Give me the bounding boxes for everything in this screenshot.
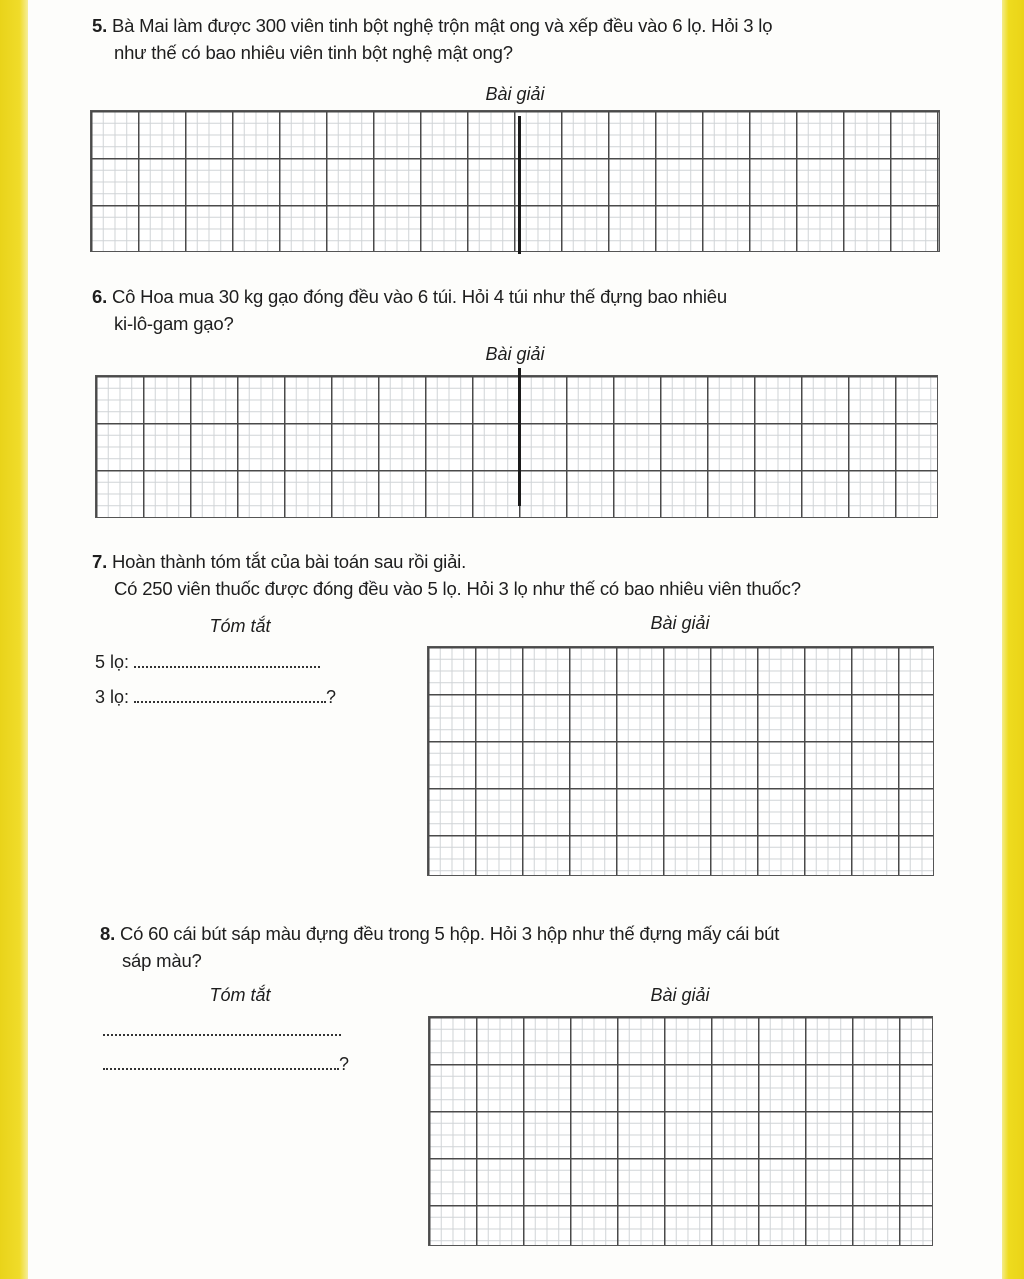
problem-7-summary-heading: Tóm tắt [209, 616, 271, 636]
problem-5-number: 5. [92, 15, 108, 36]
problem-8-summary-line-2[interactable] [103, 1054, 349, 1075]
problem-8-text [100, 920, 950, 974]
problem-8-number: 8. [100, 923, 116, 944]
fill-in-dots[interactable] [103, 1020, 341, 1036]
problem-7-answer-grid[interactable] [427, 646, 934, 876]
problem-6-number: 6. [92, 286, 108, 307]
problem-8-summary-line-1[interactable] [103, 1020, 341, 1041]
fill-in-dots[interactable] [134, 652, 320, 668]
problem-8-summary-heading: Tóm tắt [209, 985, 271, 1005]
problem-6-line2: ki-lô-gam gạo? [114, 313, 234, 334]
fill-in-dots[interactable] [134, 687, 326, 703]
problem-7-summary-line-1[interactable] [95, 652, 320, 673]
problem-7-summary-line-2[interactable] [95, 687, 336, 708]
problem-5-text [92, 12, 952, 66]
problem-8-answer-grid[interactable] [428, 1016, 933, 1246]
problem-8-solution-heading: Bài giải [650, 985, 710, 1005]
summary-label: 5 lọ: [95, 652, 130, 672]
problem-6-text [92, 283, 952, 337]
problem-5-divider-line [518, 116, 521, 254]
summary-suffix: ? [339, 1054, 350, 1074]
problem-7-number: 7. [92, 551, 108, 572]
summary-label: 3 lọ: [95, 687, 130, 707]
problem-6-divider-line [518, 368, 521, 506]
problem-7-solution-heading: Bài giải [650, 613, 710, 633]
problem-5-line2: như thế có bao nhiêu viên tinh bột nghệ mật ong? [114, 42, 513, 63]
problem-5-line1: Bà Mai làm được 300 viên tinh bột nghệ trộn mật ong và xếp đều vào 6 lọ. Hỏi 3 lọ [111, 15, 773, 36]
problem-5-solution-heading: Bài giải [485, 84, 545, 104]
problem-8-line1: Có 60 cái bút sáp màu đựng đều trong 5 hộp. Hỏi 3 hộp như thế đựng mấy cái bút [119, 923, 780, 944]
summary-suffix: ? [326, 687, 337, 707]
problem-5-answer-grid[interactable] [90, 110, 940, 252]
problem-7-text [92, 548, 952, 602]
yellow-margin-right [1002, 0, 1024, 1279]
fill-in-dots[interactable] [103, 1054, 339, 1070]
problem-7-line1: Hoàn thành tóm tắt của bài toán sau rồi giải. [111, 551, 467, 572]
problem-7-line2: Có 250 viên thuốc được đóng đều vào 5 lọ. Hỏi 3 lọ như thế có bao nhiêu viên thuốc? [114, 578, 801, 599]
problem-6-solution-heading: Bài giải [485, 344, 545, 364]
problem-6-answer-grid[interactable] [95, 375, 938, 518]
problem-6-line1: Cô Hoa mua 30 kg gạo đóng đều vào 6 túi. Hỏi 4 túi như thế đựng bao nhiêu [111, 286, 727, 307]
yellow-margin-left [0, 0, 28, 1279]
problem-8-line2: sáp màu? [122, 950, 202, 971]
